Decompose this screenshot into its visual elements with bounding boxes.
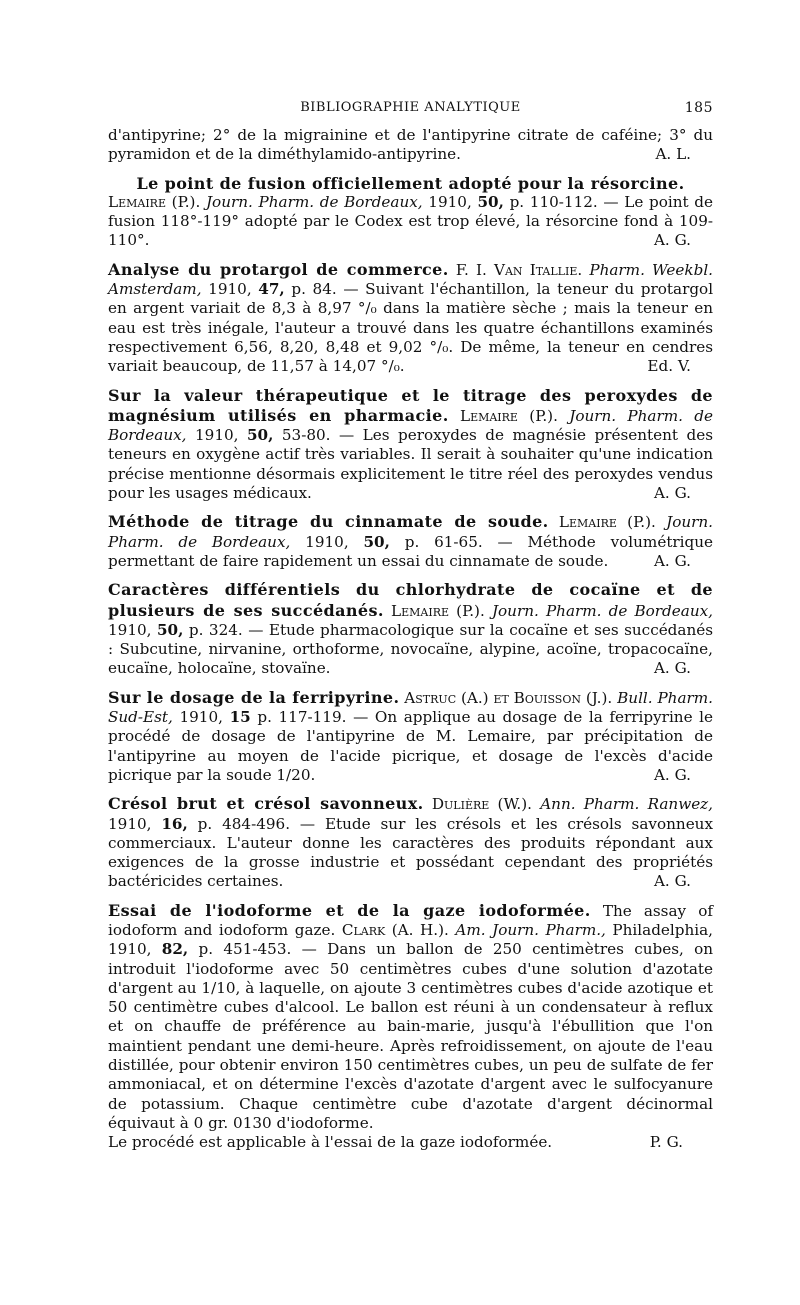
entry-body: d'antipyrine; 2° de la migrainine et de l'antipyrine citrate de caféine; 3° du pyramidon et de la diméthylamido-antipyrine. (108, 126, 713, 164)
entry-title: Caractères différentiels du chlorhydrate de cocaïne et de plusieurs de ses succédanés. (108, 580, 713, 620)
entry-subtitle: The assay of iodoform and iodoform gaze. (108, 901, 713, 939)
entry-year: 1910, (179, 708, 223, 727)
entry-body: — Méthode volumétrique permettant de faire rapidement un essai du cinnamate de soude. (108, 532, 714, 570)
entry-author: Clark (A. H.). (341, 920, 449, 939)
entry-title: Essai de l'iodoforme et de la gaze iodoformée. (108, 900, 591, 920)
entry-title: Méthode de titrage du cinnamate de soude. (108, 512, 549, 532)
entry-initials: A. L. (655, 145, 691, 164)
entry-body: — Dans un ballon de 250 centimètres cubes, on introduit l'iodoforme avec 50 centimètres cubes d'une solution d'azotate d'argent au 1/10, à laquelle, on ajoute 3 centimètres cubes d'acide azotique et 50 centimètre cubes d'alcool. Le ballon est réuni à un condensateur à reflux et on chauffe de préférence au bain-marie, jusqu'à l'ébullition que l'on maintient pendant une demi-heure. Après refroidissement, on ajoute de l'eau distillée, pour obtenir environ 150 centimètres cubes, un peu de sulfate de fer ammoniacal, et on détermine l'excès d'azotate d'argent avec le sulfocyanure de potassium. Chaque centimètre cube d'azotate d'argent décinormal équivaut à 0 gr. 0130 d'iodoforme. (108, 940, 714, 1132)
entry-body: — Etude sur les crésols et les crésols savonneux commerciaux. L'auteur donne les caractères des produits répondant aux exigences de la grosse industrie et possédant cependant des propriétés bactéricides certaines. (108, 814, 714, 891)
entry-initials: A. G. (653, 231, 691, 250)
entry-pages: p. 324. (188, 620, 243, 639)
entry-initials: P. G. (649, 1133, 683, 1152)
entry-final-line-row (108, 1133, 713, 1152)
entry-volume: 50, (246, 426, 274, 445)
journal-page (108, 100, 713, 1162)
entry-initials: A. G. (653, 765, 691, 784)
entry-author: Lemaire (P.). (459, 406, 558, 425)
running-head (108, 100, 713, 126)
page-number: 185 (684, 100, 713, 116)
entry-pages: p. 84. (291, 280, 337, 299)
entry-pages: p. 61-65. (404, 532, 483, 551)
entry-title: Sur le dosage de la ferripyrine. (108, 687, 400, 707)
entry-journal: Journ. Pharm. de Bordeaux, (491, 601, 713, 620)
entry-pages: 53-80. (281, 426, 331, 445)
entry-journal: Journ. Pharm. de Bordeaux, (205, 192, 423, 211)
entry-title: Le point de fusion officiellement adopté pour la résorcine. (136, 173, 685, 193)
entry-volume: 16, (161, 814, 188, 833)
entry-body: — On applique au dosage de la ferripyrine le procédé de dosage de l'antipyrine de M. Lemaire, par précipitation de l'antipyrine au moyen de l'acide picrique, et dosage de l'excès d'acide picrique par la soude 1/20. (108, 708, 714, 784)
entry-year: 1910, (195, 426, 239, 445)
entry-initials: Ed. V. (647, 357, 691, 376)
entry-journal: Journ. Pharm. de Bordeaux, (108, 406, 713, 445)
entry-body: — Les peroxydes de magnésie présentent des teneurs en oxygène actif très variables. Il serait à souhaiter qu'une indication précise mentionne désormais explicitement le titre réel des peroxydes vendus pour les usages médicaux. (108, 426, 714, 503)
entry-year: 1910, (428, 192, 472, 211)
entry-author: Lemaire (P.). (558, 513, 656, 532)
running-title: BIBLIOGRAPHIE ANALYTIQUE (300, 100, 521, 115)
bibliography-entry (108, 580, 713, 678)
entry-year: 1910, (108, 620, 152, 639)
entry-volume: 47, (258, 280, 285, 299)
entry-volume: 50, (156, 620, 184, 639)
entry-journal: Ann. Pharm. Ranwez, (540, 795, 714, 814)
bibliography-entry (108, 688, 713, 785)
entry-year: 1910, (305, 532, 349, 551)
entry-initials: A. G. (653, 659, 691, 678)
entry-year: 1910, (108, 814, 152, 833)
entry-body: — Etude pharmacologique sur la cocaïne et ses succédanés : Subcutine, nirvanine, orthoforme, novocaïne, alypine, acoïne, tropacocaïne, eucaïne, holocaïne, stovaïne. (108, 620, 714, 678)
entry-journal: Bull. Pharm. Sud-Est, (108, 688, 714, 727)
entry-author: Lemaire (P.). (108, 192, 201, 211)
entry-pages: p. 117-119. (257, 708, 347, 727)
entry-journal: Am. Journ. Pharm., (455, 920, 606, 939)
entry-initials: A. G. (653, 872, 691, 891)
bibliography-entry (108, 126, 713, 165)
bibliography-entry (108, 901, 713, 1153)
entry-pages: p. 484-496. (197, 814, 291, 833)
entry-title: Analyse du protargol de commerce. (108, 259, 449, 279)
entry-final-line: Le procédé est applicable à l'essai de la gaze iodoformée. (108, 1133, 553, 1152)
entry-volume: 82, (161, 940, 189, 959)
bibliography-entry (108, 794, 713, 891)
entry-volume: 15 (229, 708, 251, 727)
entry-volume: 50, (363, 532, 390, 551)
entry-place: Philadelphia, (612, 920, 714, 939)
entry-author: Astruc (A.) et Bouisson (J.). (404, 688, 613, 707)
entry-author: F. I. Van Itallie. (455, 260, 583, 279)
entry-year: 1910, (208, 280, 252, 299)
entry-title: Sur la valeur thérapeutique et le titrage des peroxydes de magnésium utilisés en pharmacie. (108, 385, 713, 425)
bibliography-entry (108, 174, 713, 251)
bibliography-entry (108, 260, 713, 377)
entry-year: 1910, (108, 940, 152, 959)
entry-pages: p. 110-112. (509, 192, 598, 211)
entry-initials: A. G. (653, 551, 691, 570)
entry-volume: 50, (477, 192, 504, 211)
entry-author: Dulière (W.). (431, 795, 532, 814)
entry-pages: p. 451-453. (198, 940, 292, 959)
bibliography-entry (108, 386, 713, 504)
entry-body: — Le point de fusion 118°-119° adopté par le Codex est trop élevé, la résorcine fond à 109-110°. (108, 192, 713, 250)
entry-title: Crésol brut et crésol savonneux. (108, 794, 424, 814)
entry-initials: A. G. (653, 484, 691, 503)
entry-body: — Suivant l'échantillon, la teneur du protargol en argent variait de 8,3 à 8,97 °/₀ dans la matière sèche ; mais la teneur en eau est très inégale, l'auteur a trouvé dans les quatre échantillons examinés respectivement 6,56, 8,20, 8,48 et 9,02 °/₀. De même, la teneur en cendres variait beaucoup, de 11,57 à 14,07 °/₀. (108, 280, 714, 376)
entry-journal: Journ. Pharm. de Bordeaux, (108, 513, 713, 551)
entry-author: Lemaire (P.). (391, 601, 485, 620)
bibliography-entry (108, 512, 713, 571)
entry-journal: Pharm. Weekbl. Amsterdam, (108, 260, 714, 299)
